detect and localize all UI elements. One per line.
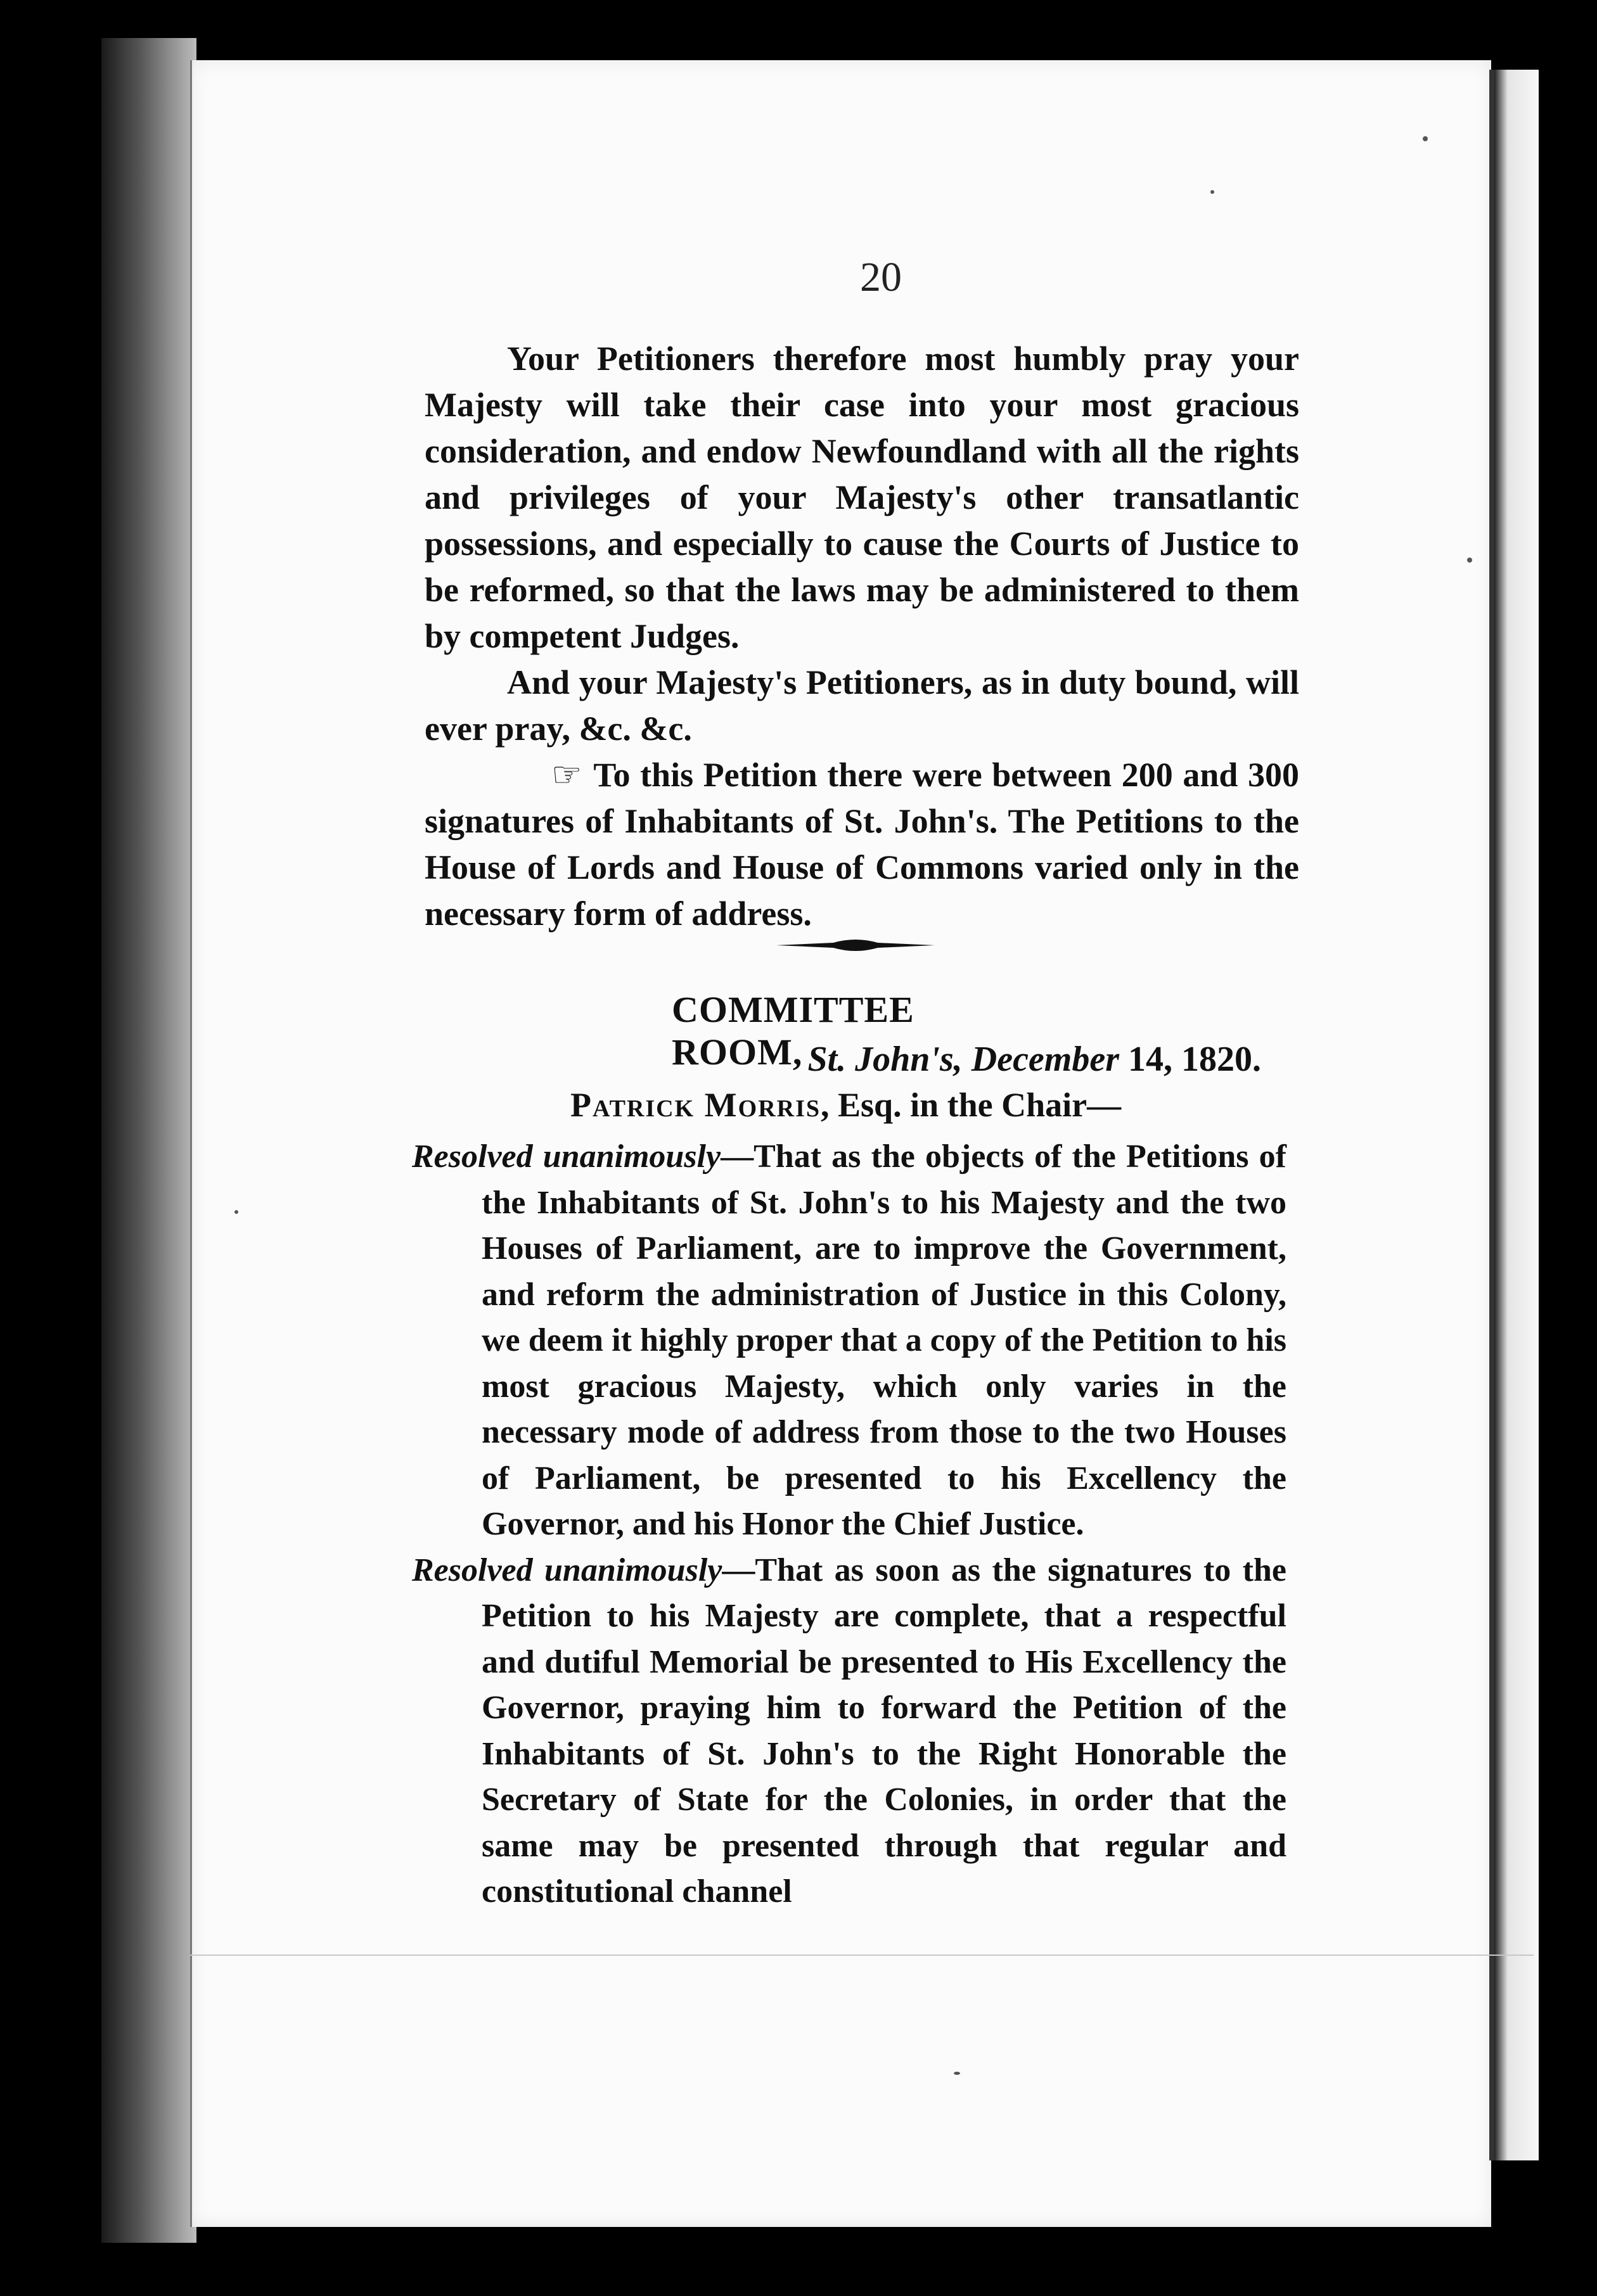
chair-rest: , Esq. in the Chair— [821,1086,1122,1124]
page-number: 20 [860,254,902,300]
signature-note [425,752,1299,937]
fold-line [190,1955,1534,1956]
book-spine-shadow [101,38,196,2243]
scan-speck [234,1210,238,1214]
scan-speck [954,2072,960,2075]
scan-speck [1210,190,1214,194]
pointing-hand-icon: ☞ [551,756,582,794]
signature-note-text: To this Petition there were between 200 and 300 signatures of Inhabitants of St. John's. The Petitions to the House of Lords and House of Commons varied only in the necessary form of address. [425,756,1299,933]
dateline [805,1039,1261,1080]
chair-name: Patrick Morris [570,1086,821,1124]
resolution-text: —That as soon as the signatures to the Petition to his Majesty are complete, that a respectful and dutiful Memorial be presented to His Excellency the Governor, praying him to forward the Petition of the Inhabitants of St. John's to the Right Honorable the Secretary of State for the Colonies, in order that the same may be presented through that regular and constitutional channel [482,1552,1286,1910]
paragraph: Your Petitioners therefore most humbly pray your Majesty will take their case into your most gracious consideration, and endow Newfoundland with all the rights and privileges of your Majesty's other transatlantic possessions, and especially to cause the Courts of Justice to be reformed, so that the laws may be administered to them by competent Judges. [425,340,1299,655]
chair-line [570,1085,1204,1125]
resolutions [412,1134,1286,1915]
section-heading: COMMITTEE ROOM, [672,989,914,1073]
paragraph: And your Majesty's Petitioners, as in duty bound, will ever pray, &c. &c. [425,663,1299,748]
scan-speck [1423,136,1428,141]
resolution [412,1134,1286,1548]
facing-page-edge [1489,70,1539,2160]
ornamental-divider [776,936,935,954]
dateline-date: 14, 1820. [1128,1040,1261,1079]
resolution-text: —That as the objects of the Petitions of the Inhabitants of St. John's to his Majesty and the two Houses of Parliament, are to improve the Government, and reform the administration of Justice in this Colony, we deem it highly proper that a copy of the Petition to his most gracious Majesty, which only varies in the necessary mode of address from those to the two Houses of Parliament, be presented to his Excellency the Governor, and his Honor the Chief Justice. [482,1138,1286,1542]
resolution-lead: Resolved unanimously [412,1138,721,1175]
resolution-lead: Resolved unanimously [412,1552,722,1588]
scan-speck [1467,558,1472,563]
petition-closing-text [425,336,1299,937]
dateline-place: St. John's, December [807,1040,1119,1079]
resolution [412,1548,1286,1915]
